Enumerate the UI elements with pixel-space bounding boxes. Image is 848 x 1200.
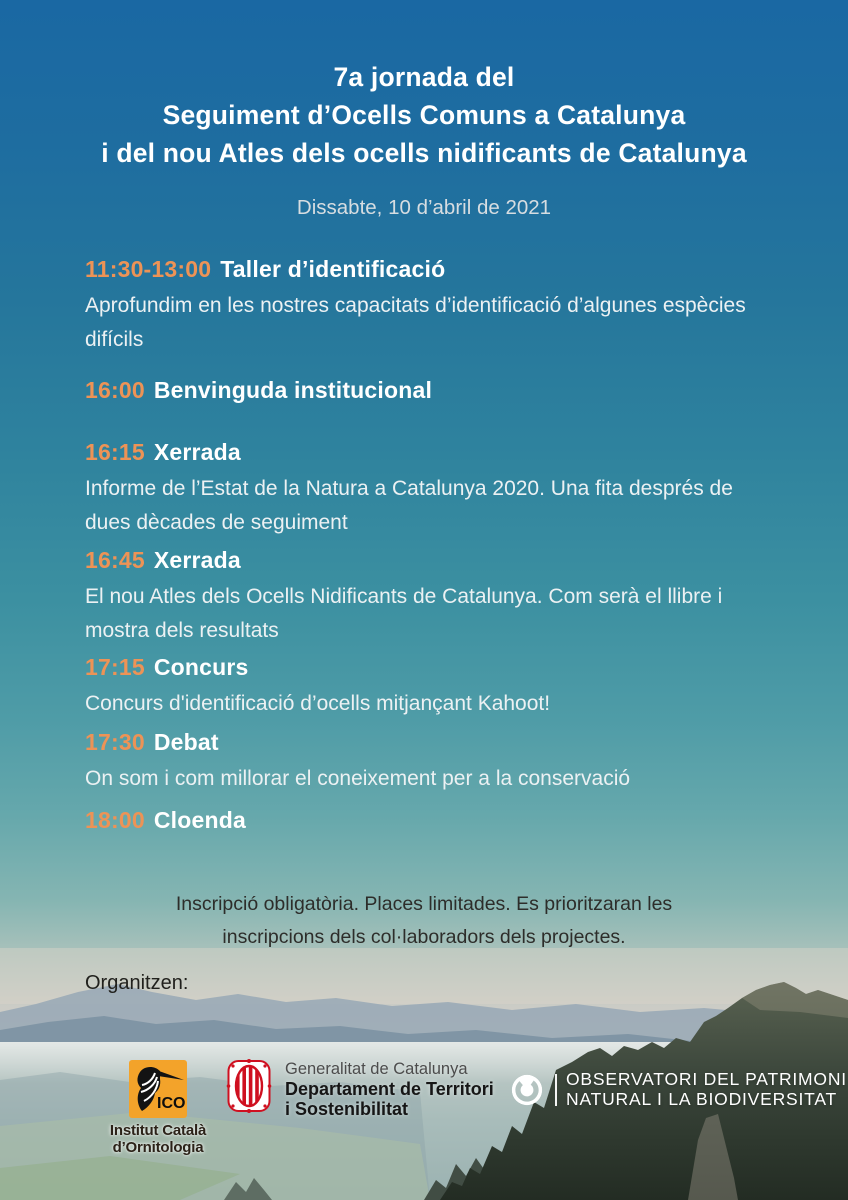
agenda-item-taller bbox=[85, 255, 775, 356]
observatori-line-1: OBSERVATORI DEL PATRIMONI bbox=[566, 1069, 847, 1089]
agenda-description: Concurs d'identificació d’ocells mitjançant Kahoot! bbox=[85, 692, 551, 715]
ico-acronym: ICO bbox=[157, 1095, 186, 1112]
generalitat-logo bbox=[226, 1058, 494, 1119]
agenda-title: Cloenda bbox=[153, 807, 246, 833]
agenda-title: Benvinguda institucional bbox=[153, 377, 433, 403]
title-line-3: i del nou Atles dels ocells nidificants de Catalunya bbox=[101, 138, 747, 168]
ico-caption: Institut Català d’Ornitologia bbox=[109, 1122, 207, 1156]
agenda-time: 17:15 bbox=[85, 654, 145, 680]
agenda-title: Xerrada bbox=[153, 547, 241, 573]
agenda-time: 11:30-13:00 bbox=[85, 256, 212, 282]
title-line-2: Seguiment d’Ocells Comuns a Catalunya bbox=[162, 100, 686, 130]
agenda-time: 18:00 bbox=[85, 807, 145, 833]
poster-title bbox=[0, 58, 848, 172]
agenda-time: 16:15 bbox=[85, 439, 145, 465]
senyera-shield-icon bbox=[226, 1058, 272, 1114]
generalitat-line-3: i Sostenibilitat bbox=[285, 1099, 409, 1119]
generalitat-line-2: Departament de Territori bbox=[285, 1079, 494, 1099]
agenda-item-cloenda bbox=[85, 806, 775, 834]
agenda-item-benvinguda bbox=[85, 376, 775, 404]
observatori-line-2: NATURAL I LA BIODIVERSITAT bbox=[566, 1088, 838, 1109]
agenda-title: Concurs bbox=[153, 654, 249, 680]
agenda-time: 17:30 bbox=[85, 729, 145, 755]
agenda-title: Xerrada bbox=[153, 439, 241, 465]
registration-line-2: inscripcions dels col·laboradors dels projectes. bbox=[222, 926, 626, 948]
agenda-time: 16:45 bbox=[85, 547, 145, 573]
agenda-title: Taller d’identificació bbox=[220, 256, 446, 282]
agenda-item-concurs bbox=[85, 653, 775, 721]
agenda-item-debat bbox=[85, 728, 775, 796]
divider-bar bbox=[555, 1074, 557, 1106]
agenda-description: Aprofundim en les nostres capacitats d’identificació d’algunes espècies difícils bbox=[85, 294, 746, 351]
agenda-description: El nou Atles dels Ocells Nidificants de Catalunya. Com serà el llibre i mostra dels resultats bbox=[85, 585, 723, 642]
generalitat-line-1: Generalitat de Catalunya bbox=[285, 1060, 468, 1078]
observatori-logo bbox=[508, 1070, 847, 1109]
agenda-description: Informe de l’Estat de la Natura a Catalunya 2020. Una fita després de dues dècades de seguiment bbox=[85, 477, 733, 534]
ico-bird-icon bbox=[129, 1060, 187, 1118]
agenda-item-xerrada-1 bbox=[85, 438, 775, 539]
agenda-time: 16:00 bbox=[85, 377, 145, 403]
observatori-eye-icon bbox=[508, 1071, 546, 1109]
organizers-label: Organitzen: bbox=[85, 972, 189, 994]
title-line-1: 7a jornada del bbox=[333, 62, 515, 92]
ico-logo bbox=[75, 1060, 241, 1156]
event-date: Dissabte, 10 d’abril de 2021 bbox=[296, 196, 552, 219]
registration-line-1: Inscripció obligatòria. Places limitades. Es prioritzaran les bbox=[175, 893, 673, 915]
agenda-item-xerrada-2 bbox=[85, 546, 775, 647]
agenda-title: Debat bbox=[153, 729, 219, 755]
registration-note bbox=[0, 888, 848, 954]
agenda-description: On som i com millorar el coneixement per a la conservació bbox=[85, 767, 631, 790]
